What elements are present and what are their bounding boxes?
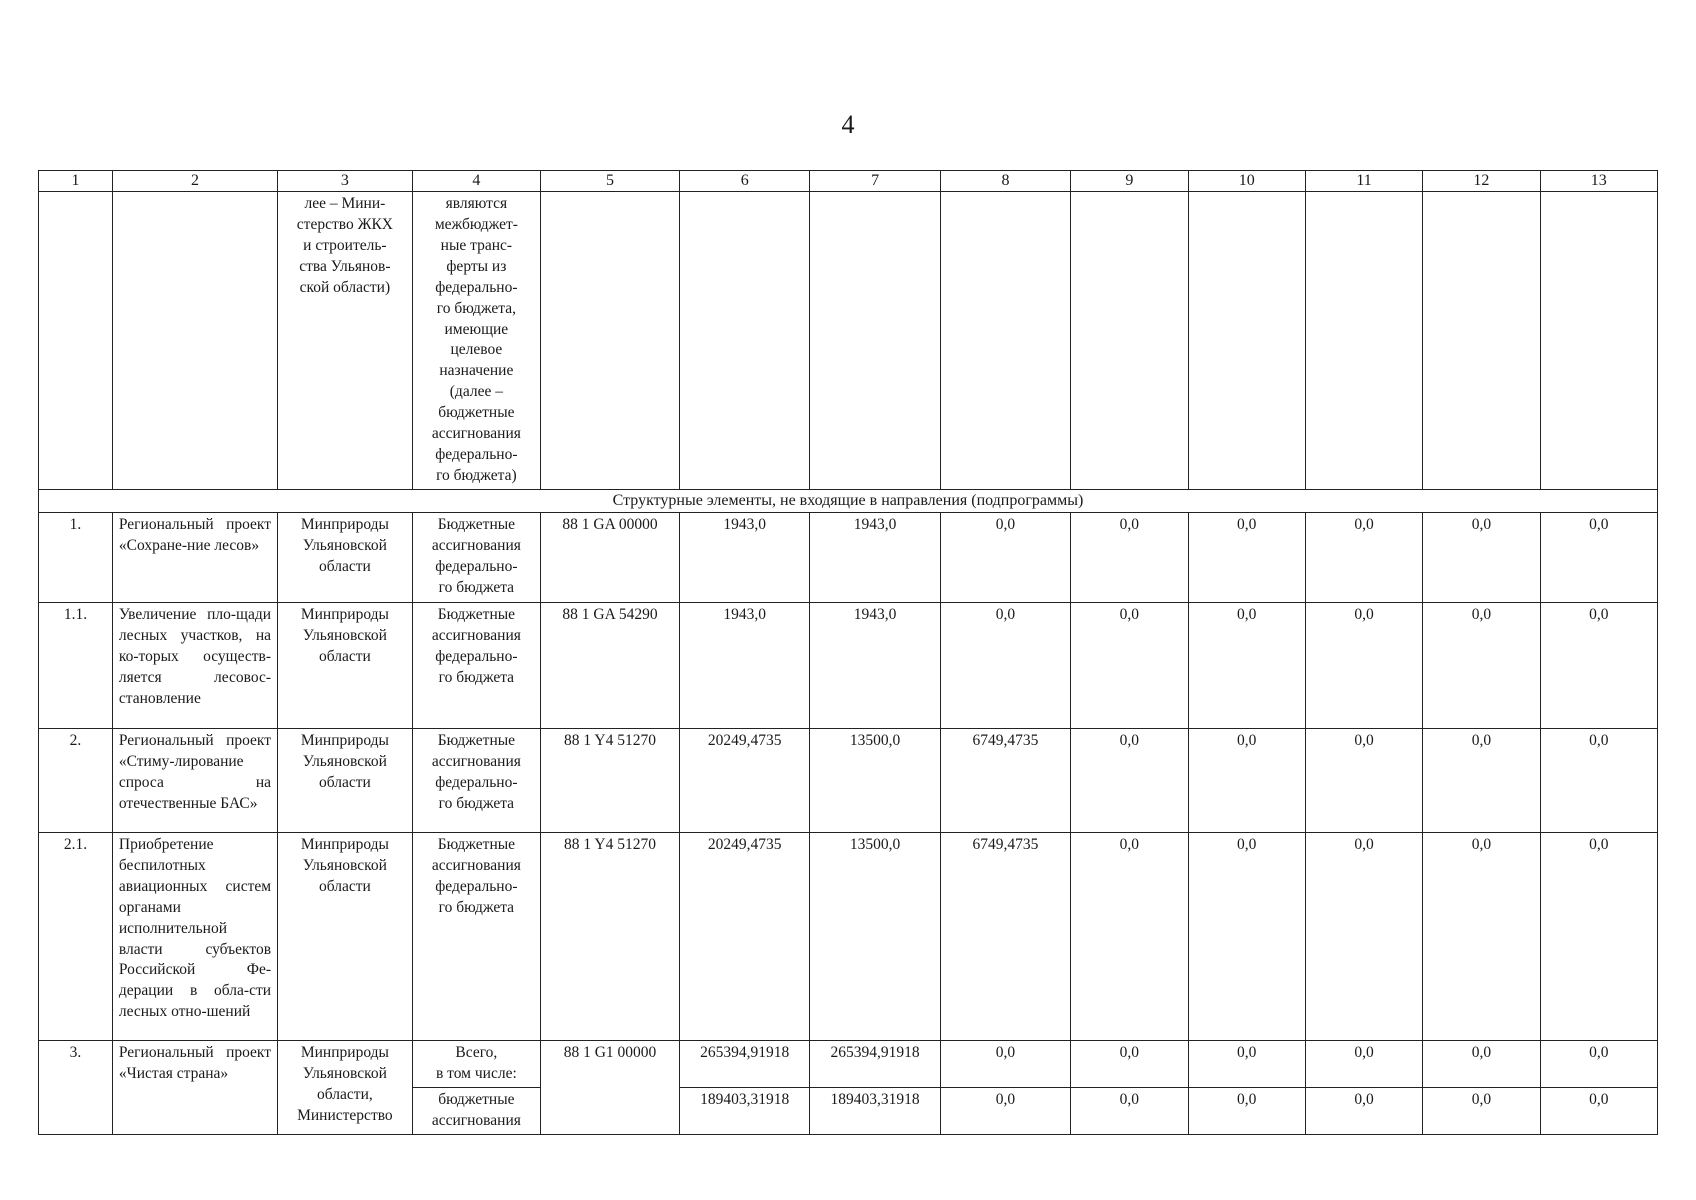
value-cell: 0,0	[1188, 602, 1305, 728]
row-name: Региональный проект «Сохране-ние лесов»	[112, 512, 277, 602]
value-cell: 0,0	[1305, 832, 1422, 1040]
value-cell-total: 0,0	[1071, 1040, 1188, 1087]
value-cell-federal: 189403,31918	[680, 1087, 810, 1134]
col-header-8: 8	[940, 171, 1070, 192]
row-code: 88 1 GA 00000	[540, 512, 679, 602]
value-cell: 0,0	[1423, 728, 1540, 832]
continuation-source: являются межбюджет- ные транс- ферты из федерально- го бюджета, имеющие целевое назначение (далее – бюджетные ассигнования федерально- го бюджета)	[412, 192, 540, 490]
row-source: Бюджетные ассигнования федерально- го бюджета	[412, 832, 540, 1040]
value-cell: 0,0	[1540, 728, 1657, 832]
section-title: Структурные элементы, не входящие в направления (подпрограммы)	[39, 489, 1658, 512]
budget-table	[38, 170, 1658, 1135]
value-cell: 0,0	[1423, 512, 1540, 602]
value-cell-federal: 189403,31918	[810, 1087, 940, 1134]
value-cell-total: 0,0	[940, 1040, 1070, 1087]
row-executor: Минприроды Ульяновской области	[278, 832, 413, 1040]
table-row	[39, 1040, 1658, 1087]
row-executor: Минприроды Ульяновской области	[278, 512, 413, 602]
value-cell: 0,0	[1305, 602, 1422, 728]
value-cell: 6749,4735	[940, 832, 1070, 1040]
value-cell: 0,0	[940, 512, 1070, 602]
row-number: 1.	[39, 512, 113, 602]
col-header-12: 12	[1423, 171, 1540, 192]
row-source: Бюджетные ассигнования федерально- го бюджета	[412, 602, 540, 728]
table-row	[39, 512, 1658, 602]
value-cell: 0,0	[1423, 832, 1540, 1040]
row-number: 1.1.	[39, 602, 113, 728]
row-name: Приобретение беспилотных авиационных систем органами исполнительной власти субъектов Российской Фе-дерации в обла-сти лесных отно-шений	[112, 832, 277, 1040]
value-cell-federal: 0,0	[940, 1087, 1070, 1134]
value-cell: 0,0	[1305, 728, 1422, 832]
row-code: 88 1 Y4 51270	[540, 728, 679, 832]
row-number: 2.1.	[39, 832, 113, 1040]
table-row	[39, 602, 1658, 728]
value-cell: 0,0	[1423, 602, 1540, 728]
col-header-5: 5	[540, 171, 679, 192]
value-cell: 0,0	[1071, 728, 1188, 832]
col-header-9: 9	[1071, 171, 1188, 192]
value-cell-total: 0,0	[1423, 1040, 1540, 1087]
value-cell: 0,0	[1540, 832, 1657, 1040]
row-code: 88 1 GA 54290	[540, 602, 679, 728]
value-cell-federal: 0,0	[1423, 1087, 1540, 1134]
col-header-11: 11	[1305, 171, 1422, 192]
value-cell: 0,0	[1071, 832, 1188, 1040]
value-cell: 1943,0	[810, 602, 940, 728]
col-header-1: 1	[39, 171, 113, 192]
value-cell: 20249,4735	[680, 832, 810, 1040]
value-cell: 20249,4735	[680, 728, 810, 832]
value-cell: 6749,4735	[940, 728, 1070, 832]
value-cell: 0,0	[1188, 512, 1305, 602]
value-cell: 0,0	[1540, 602, 1657, 728]
value-cell-total: 0,0	[1540, 1040, 1657, 1087]
row-name: Региональный проект «Чистая страна»	[112, 1040, 277, 1134]
row-executor: Минприроды Ульяновской области	[278, 602, 413, 728]
col-header-3: 3	[278, 171, 413, 192]
value-cell: 1943,0	[680, 602, 810, 728]
value-cell: 0,0	[1071, 512, 1188, 602]
value-cell: 0,0	[1188, 728, 1305, 832]
row-name: Увеличение пло-щади лесных участков, на ко-торых осуществ-ляется лесовос-становление	[112, 602, 277, 728]
value-cell: 0,0	[1305, 512, 1422, 602]
value-cell: 13500,0	[810, 832, 940, 1040]
table-row	[39, 728, 1658, 832]
value-cell: 1943,0	[680, 512, 810, 602]
row-source-federal: бюджетные ассигнования	[412, 1087, 540, 1134]
value-cell: 13500,0	[810, 728, 940, 832]
value-cell-federal: 0,0	[1071, 1087, 1188, 1134]
row-executor: Минприроды Ульяновской области, Министерство	[278, 1040, 413, 1134]
row-source: Бюджетные ассигнования федерально- го бюджета	[412, 512, 540, 602]
row-code: 88 1 G1 00000	[540, 1040, 679, 1134]
section-row	[39, 489, 1658, 512]
table-row	[39, 832, 1658, 1040]
value-cell-federal: 0,0	[1540, 1087, 1657, 1134]
row-executor: Минприроды Ульяновской области	[278, 728, 413, 832]
row-source: Бюджетные ассигнования федерально- го бюджета	[412, 728, 540, 832]
value-cell: 0,0	[1071, 602, 1188, 728]
col-header-13: 13	[1540, 171, 1657, 192]
col-header-6: 6	[680, 171, 810, 192]
col-header-7: 7	[810, 171, 940, 192]
row-code: 88 1 Y4 51270	[540, 832, 679, 1040]
value-cell-total: 0,0	[1188, 1040, 1305, 1087]
value-cell-total: 265394,91918	[680, 1040, 810, 1087]
col-header-2: 2	[112, 171, 277, 192]
continuation-row	[39, 192, 1658, 490]
page-number: 4	[841, 110, 855, 139]
value-cell-total: 265394,91918	[810, 1040, 940, 1087]
value-cell: 1943,0	[810, 512, 940, 602]
continuation-executor: лее – Мини- стерство ЖКХ и строитель- ства Ульянов- ской области)	[278, 192, 413, 490]
row-name: Региональный проект «Стиму-лирование спроса на отечественные БАС»	[112, 728, 277, 832]
column-number-row	[39, 171, 1658, 192]
row-number: 2.	[39, 728, 113, 832]
col-header-4: 4	[412, 171, 540, 192]
row-number: 3.	[39, 1040, 113, 1134]
value-cell: 0,0	[1188, 832, 1305, 1040]
row-source-total: Всего, в том числе:	[412, 1040, 540, 1087]
value-cell-federal: 0,0	[1305, 1087, 1422, 1134]
value-cell-federal: 0,0	[1188, 1087, 1305, 1134]
value-cell: 0,0	[1540, 512, 1657, 602]
col-header-10: 10	[1188, 171, 1305, 192]
value-cell-total: 0,0	[1305, 1040, 1422, 1087]
value-cell: 0,0	[940, 602, 1070, 728]
